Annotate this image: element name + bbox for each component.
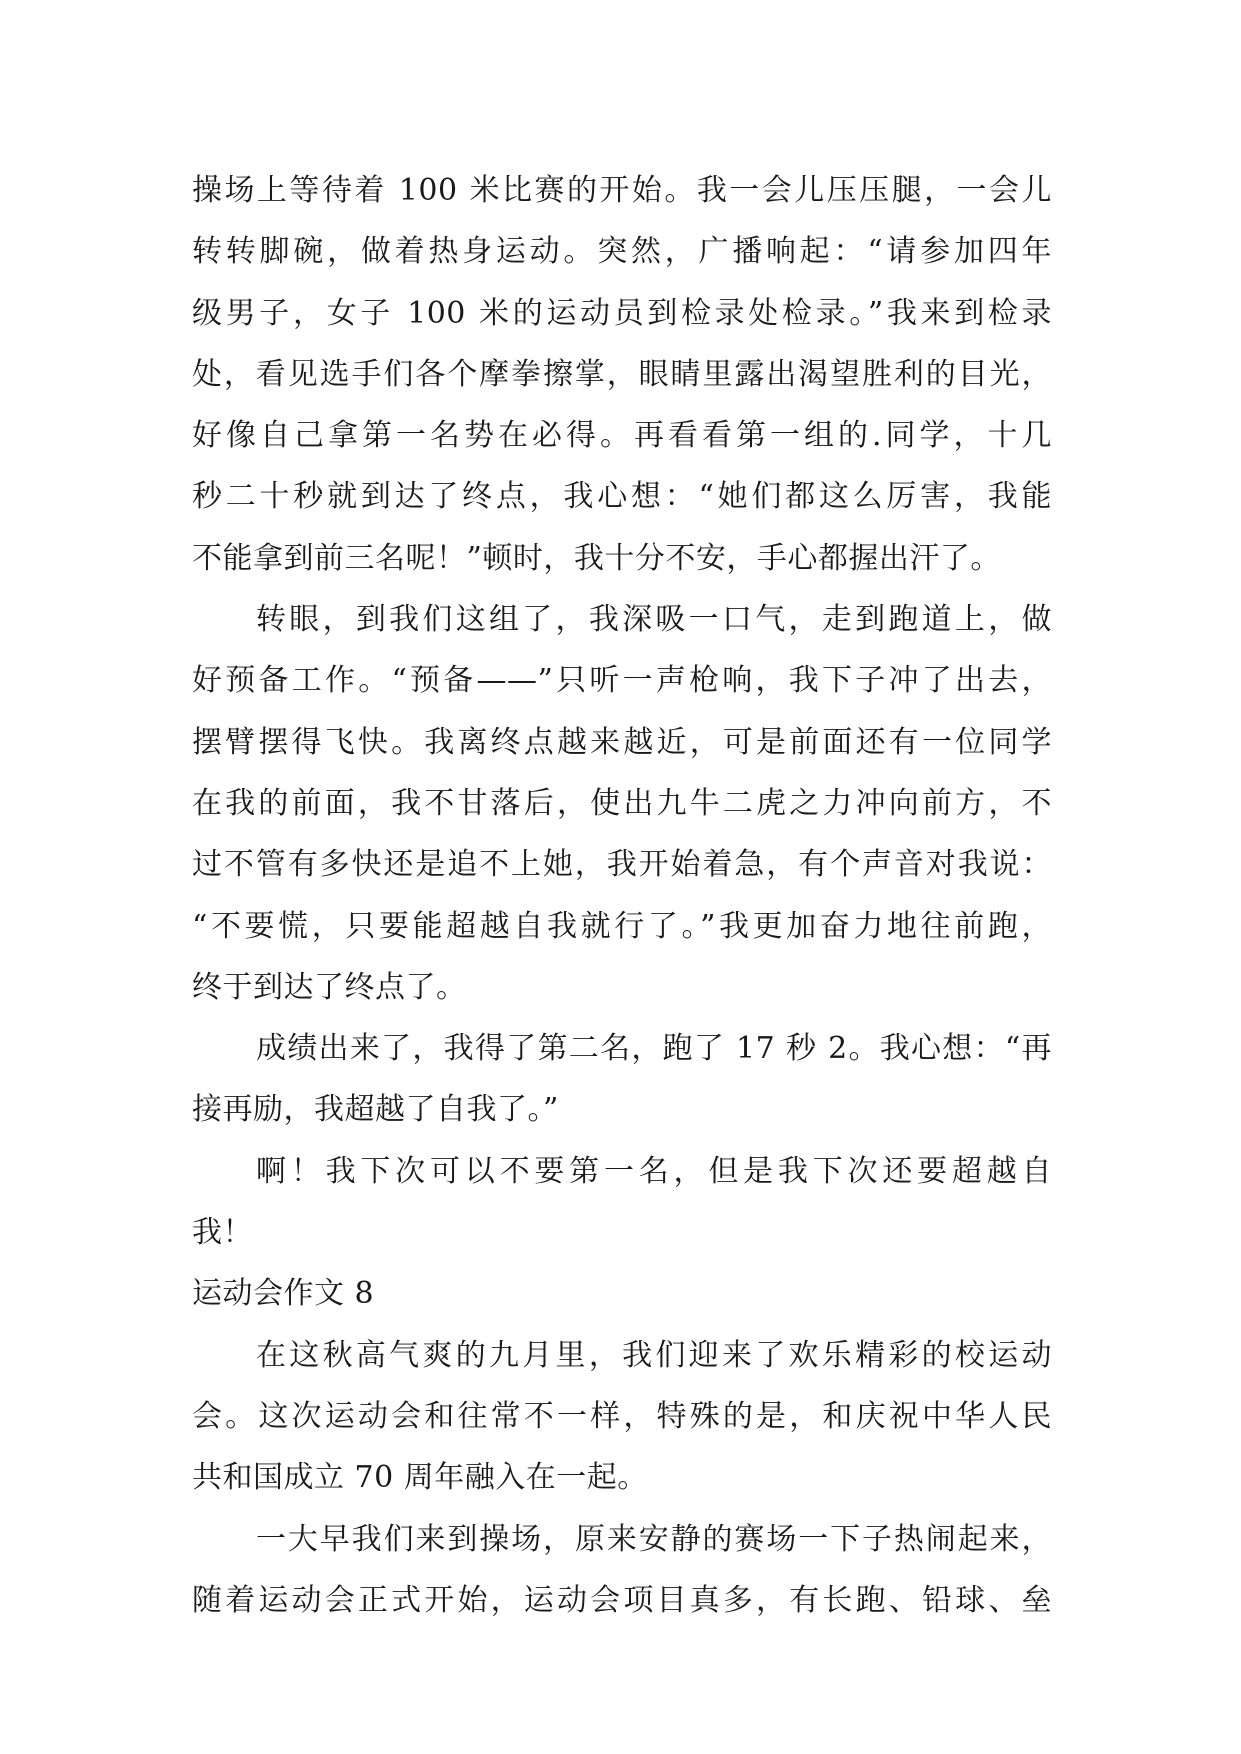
text-line: 终于到达了终点了。 — [192, 969, 467, 1005]
text-line: “不要慌，只要能超越自我就行了。”我更加奋力地往前跑， — [192, 908, 1052, 944]
text-line: 在我的前面，我不甘落后，使出九牛二虎之力冲向前方，不 — [192, 785, 1052, 821]
text-line: 成绩出来了，我得了第二名，跑了 17 秒 2。我心想：“再 — [256, 1031, 1052, 1067]
paragraph — [192, 1509, 1052, 1632]
text-line: 过不管有多快还是追不上她，我开始着急，有个声音对我说： — [192, 847, 1052, 883]
text-line: 秒二十秒就到达了终点，我心想：“她们都这么厉害，我能 — [192, 479, 1052, 515]
text-line: 会。这次运动会和往常不一样，特殊的是，和庆祝中华人民 — [192, 1398, 1052, 1434]
text-line: 好像自己拿第一名势在必得。再看看第一组的.同学，十几 — [192, 418, 1052, 454]
text-line: 接再励，我超越了自我了。” — [192, 1092, 559, 1128]
paragraph — [192, 160, 1052, 589]
text-line: 转转脚碗，做着热身运动。突然，广播响起：“请参加四年 — [192, 234, 1052, 270]
text-line: 操场上等待着 100 米比赛的开始。我一会儿压压腿，一会儿 — [192, 173, 1052, 208]
text-line: 啊！我下次可以不要第一名，但是我下次还要超越自 — [256, 1153, 1052, 1189]
text-line: 转眼，到我们这组了，我深吸一口气，走到跑道上，做 — [256, 602, 1052, 638]
text-line: 级男子，女子 100 米的运动员到检录处检录。”我来到检录 — [192, 295, 1052, 331]
paragraph — [192, 1141, 1052, 1264]
text-line: 我！ — [192, 1215, 253, 1251]
text-line: 不能拿到前三名呢！”顿时，我十分不安，手心都握出汗了。 — [192, 540, 1001, 576]
heading-text: 运动会作文 8 — [192, 1276, 375, 1312]
text-line: 一大早我们来到操场，原来安静的赛场一下子热闹起来， — [256, 1521, 1052, 1557]
paragraph — [192, 1018, 1052, 1141]
text-line: 共和国成立 70 周年融入在一起。 — [192, 1460, 648, 1496]
text-line: 随着运动会正式开始，运动会项目真多，有长跑、铅球、垒 — [192, 1582, 1052, 1618]
text-line: 好预备工作。“预备——”只听一声枪响，我下子冲了出去， — [192, 663, 1052, 699]
text-line: 在这秋高气爽的九月里，我们迎来了欢乐精彩的校运动 — [256, 1337, 1052, 1373]
document-body — [192, 160, 1052, 1631]
text-line: 摆臂摆得飞快。我离终点越来越近，可是前面还有一位同学 — [192, 724, 1052, 760]
paragraph — [192, 1325, 1052, 1509]
text-line: 处，看见选手们各个摩拳擦掌，眼睛里露出渴望胜利的目光， — [192, 356, 1052, 392]
section-heading — [192, 1263, 1052, 1324]
paragraph — [192, 589, 1052, 1018]
